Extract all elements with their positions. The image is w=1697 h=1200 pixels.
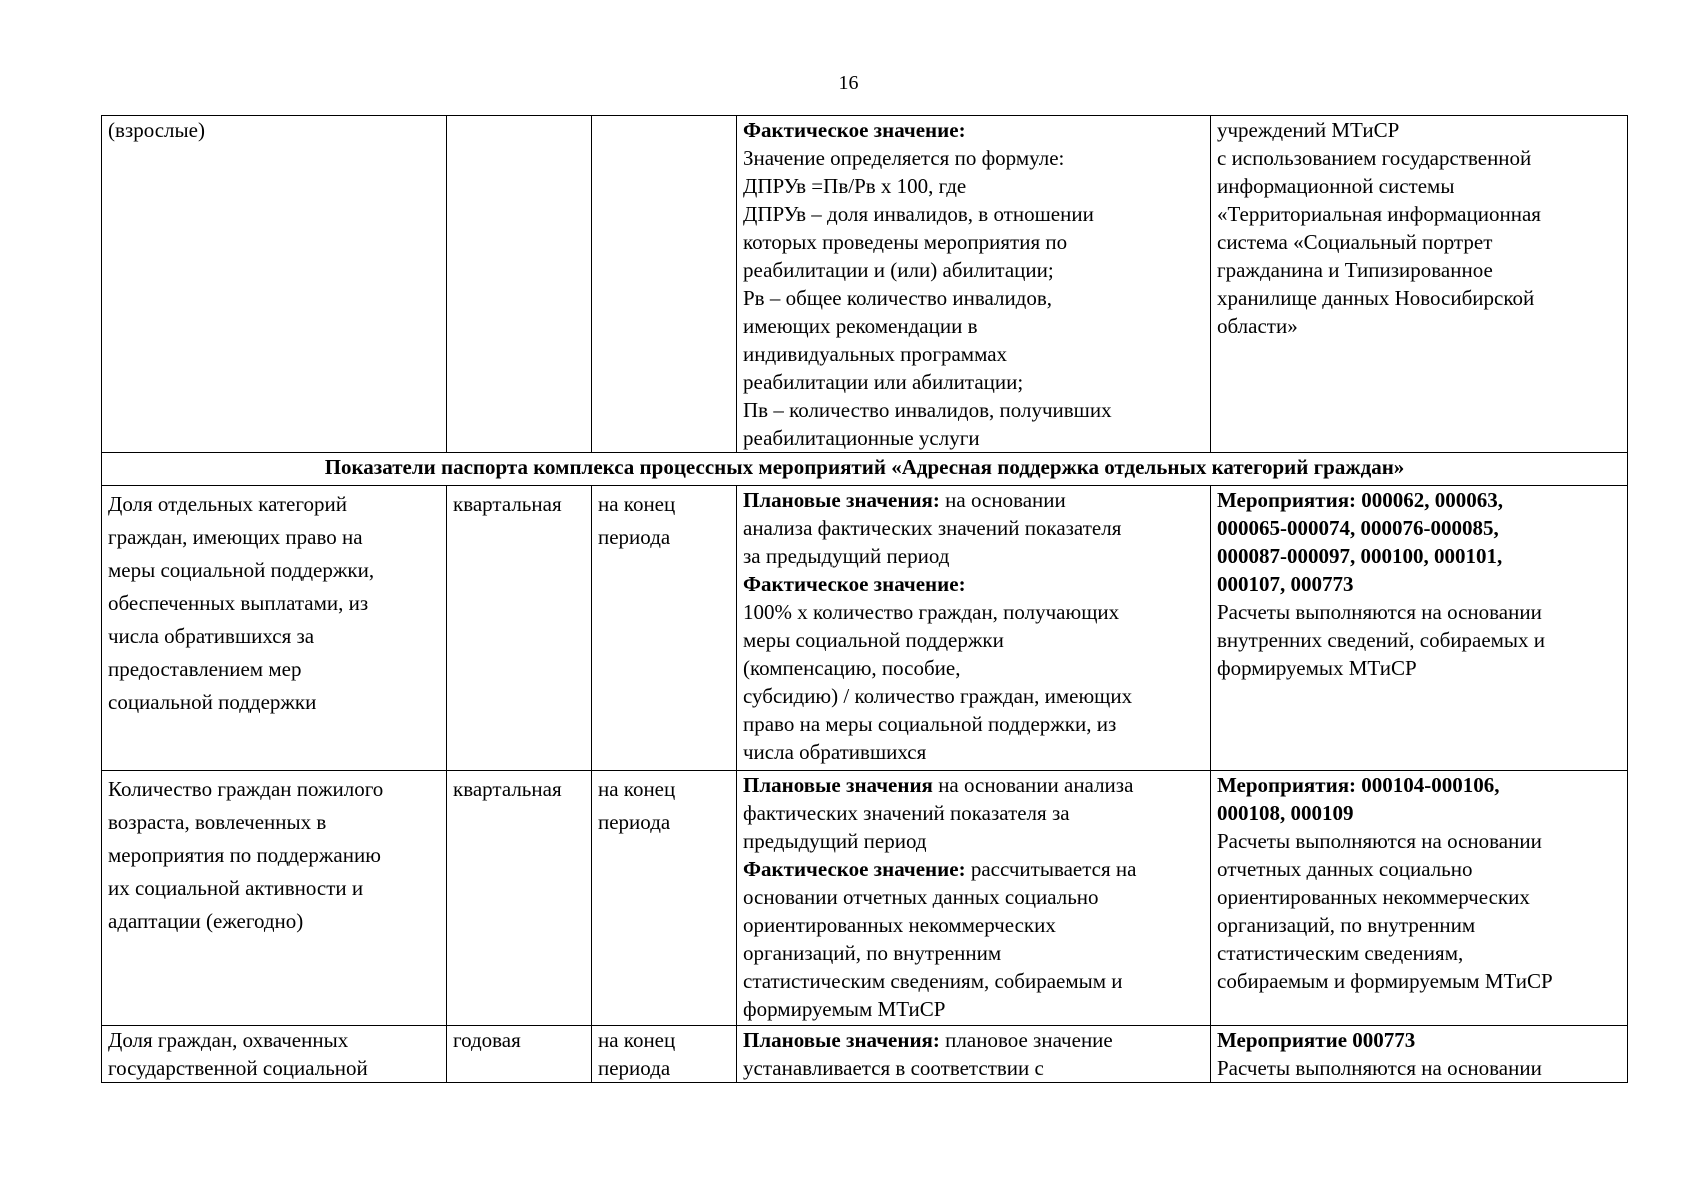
period-line: на конец <box>598 492 676 516</box>
section-header-row <box>102 453 1628 486</box>
indicators-table <box>101 115 1628 1083</box>
period-line: периода <box>598 810 671 834</box>
fact-line: формируемым МТиСР <box>743 997 946 1021</box>
period-cell <box>592 486 737 771</box>
method-line: реабилитации или абилитации; <box>743 370 1024 394</box>
plan-line: фактических значений показателя за <box>743 801 1070 825</box>
source-line: области» <box>1217 314 1298 338</box>
indicator-line: Количество граждан пожилого <box>108 777 384 801</box>
frequency-cell <box>447 771 592 1026</box>
source-line: Расчеты выполняются на основании <box>1217 600 1542 624</box>
indicator-line: Доля отдельных категорий <box>108 492 347 516</box>
table-row-continued <box>102 116 1628 453</box>
method-line: индивидуальных программах <box>743 342 1008 366</box>
period-line: периода <box>598 525 671 549</box>
source-line: гражданина и Типизированное <box>1217 258 1493 282</box>
method-line: имеющих рекомендации в <box>743 314 978 338</box>
method-cell <box>737 1026 1211 1083</box>
frequency-text: квартальная <box>453 777 562 801</box>
frequency-cell <box>447 1026 592 1083</box>
frequency-text: квартальная <box>453 492 562 516</box>
table-row <box>102 1026 1628 1083</box>
source-line: «Территориальная информационная <box>1217 202 1541 226</box>
method-line: Значение определяется по формуле: <box>743 146 1065 170</box>
indicator-line: Доля граждан, охваченных <box>108 1028 349 1052</box>
plan-line: устанавливается в соответствии с <box>743 1056 1044 1080</box>
frequency-cell <box>447 116 592 453</box>
section-title: Показатели паспорта комплекса процессных мероприятий «Адресная поддержка отдельных категорий граждан» <box>102 453 1628 486</box>
fact-line: организаций, по внутренним <box>743 941 1002 965</box>
indicator-line: государственной социальной <box>108 1056 368 1080</box>
source-line: ориентированных некоммерческих <box>1217 885 1530 909</box>
indicator-line: обеспеченных выплатами, из <box>108 591 369 615</box>
source-cell <box>1211 1026 1628 1083</box>
measures-line: Мероприятия: 000062, 000063, <box>1217 488 1504 512</box>
plan-text: на основании анализа <box>932 773 1134 797</box>
method-cell <box>737 116 1211 453</box>
fact-text: рассчитывается на <box>965 857 1137 881</box>
source-line: хранилище данных Новосибирской <box>1217 286 1535 310</box>
fact-line: право на меры социальной поддержки, из <box>743 712 1117 736</box>
method-cell <box>737 486 1211 771</box>
method-line: реабилитационные услуги <box>743 426 980 450</box>
indicator-cell <box>102 1026 447 1083</box>
source-line: отчетных данных социально <box>1217 857 1473 881</box>
method-line: ДПРУв =Пв/Рв х 100, где <box>743 174 967 198</box>
source-cell <box>1211 486 1628 771</box>
table-row <box>102 771 1628 1026</box>
method-line: реабилитации и (или) абилитации; <box>743 258 1054 282</box>
measures-line: Мероприятия: 000104-000106, <box>1217 773 1500 797</box>
indicator-line: граждан, имеющих право на <box>108 525 363 549</box>
method-line: Пв – количество инвалидов, получивших <box>743 398 1112 422</box>
measures-line: 000107, 000773 <box>1217 572 1354 596</box>
source-line: Расчеты выполняются на основании <box>1217 1056 1542 1080</box>
source-line: внутренних сведений, собираемых и <box>1217 628 1546 652</box>
plan-line: за предыдущий период <box>743 544 950 568</box>
measures-line: 000108, 000109 <box>1217 801 1354 825</box>
indicator-line: предоставлением мер <box>108 657 302 681</box>
fact-line: субсидию) / количество граждан, имеющих <box>743 684 1133 708</box>
source-line: Расчеты выполняются на основании <box>1217 829 1542 853</box>
plan-text: на основании <box>939 488 1066 512</box>
frequency-text: годовая <box>453 1028 521 1052</box>
method-line: Рв – общее количество инвалидов, <box>743 286 1053 310</box>
fact-line: 100% х количество граждан, получающих <box>743 600 1120 624</box>
measures-line: Мероприятие 000773 <box>1217 1028 1416 1052</box>
fact-line: ориентированных некоммерческих <box>743 913 1056 937</box>
fact-line: (компенсацию, пособие, <box>743 656 961 680</box>
indicator-cell <box>102 771 447 1026</box>
source-line: учреждений МТиСР <box>1217 118 1400 142</box>
indicator-line: мероприятия по поддержанию <box>108 843 381 867</box>
source-cell <box>1211 116 1628 453</box>
period-line: на конец <box>598 1028 676 1052</box>
plan-label: Плановые значения: <box>743 488 940 512</box>
fact-line: меры социальной поддержки <box>743 628 1004 652</box>
plan-line: анализа фактических значений показателя <box>743 516 1122 540</box>
plan-line: предыдущий период <box>743 829 927 853</box>
fact-line: статистическим сведениям, собираемым и <box>743 969 1123 993</box>
source-line: с использованием государственной <box>1217 146 1532 170</box>
method-cell <box>737 771 1211 1026</box>
plan-label: Плановые значения <box>743 773 933 797</box>
indicator-line: адаптации (ежегодно) <box>108 909 304 933</box>
fact-label: Фактическое значение: <box>743 572 966 596</box>
page-number: 16 <box>838 72 859 94</box>
source-line: формируемых МТиСР <box>1217 656 1417 680</box>
frequency-cell <box>447 486 592 771</box>
source-line: статистическим сведениям, <box>1217 941 1464 965</box>
source-line: система «Социальный портрет <box>1217 230 1493 254</box>
measures-line: 000065-000074, 000076-000085, <box>1217 516 1499 540</box>
indicator-text: (взрослые) <box>108 118 205 142</box>
fact-label: Фактическое значение: <box>743 857 966 881</box>
indicator-line: возраста, вовлеченных в <box>108 810 327 834</box>
fact-line: основании отчетных данных социально <box>743 885 1099 909</box>
period-cell <box>592 116 737 453</box>
method-line: ДПРУв – доля инвалидов, в отношении <box>743 202 1094 226</box>
plan-label: Плановые значения: <box>743 1028 940 1052</box>
fact-label: Фактическое значение: <box>743 118 966 142</box>
measures-line: 000087-000097, 000100, 000101, <box>1217 544 1503 568</box>
period-line: периода <box>598 1056 671 1080</box>
source-line: информационной системы <box>1217 174 1455 198</box>
source-line: организаций, по внутренним <box>1217 913 1476 937</box>
source-line: собираемым и формируемым МТиСР <box>1217 969 1553 993</box>
method-line: которых проведены мероприятия по <box>743 230 1068 254</box>
table-row <box>102 486 1628 771</box>
indicator-line: меры социальной поддержки, <box>108 558 375 582</box>
indicator-cell <box>102 486 447 771</box>
period-line: на конец <box>598 777 676 801</box>
indicator-line: их социальной активности и <box>108 876 364 900</box>
fact-line: числа обратившихся <box>743 740 927 764</box>
indicator-line: числа обратившихся за <box>108 624 315 648</box>
plan-text: плановое значение <box>939 1028 1113 1052</box>
period-cell <box>592 1026 737 1083</box>
indicator-line: социальной поддержки <box>108 690 317 714</box>
source-cell <box>1211 771 1628 1026</box>
period-cell <box>592 771 737 1026</box>
indicator-cell <box>102 116 447 453</box>
